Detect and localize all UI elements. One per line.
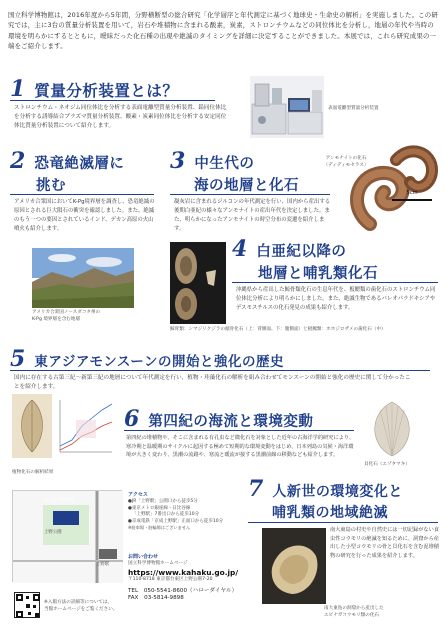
shell-fossil-photo <box>366 398 418 460</box>
section-3-title-line2: 海の地層と化石 <box>194 178 299 194</box>
access-info <box>128 492 258 531</box>
inquiry-block <box>128 554 268 601</box>
scale-bar <box>392 190 432 201</box>
section-5-heading <box>10 346 430 372</box>
whale-skull-illustration <box>170 242 226 324</box>
mass-spectrometer-illustration <box>250 76 324 138</box>
kpg-boundary-photo <box>32 248 134 308</box>
section-5-rule <box>10 370 430 371</box>
section-7-body: 南大東島の村史や自然史には一切記録がない食虫性コウモリの絶滅を知るために、洞窟から産出した小型コウモリの骨と貝化石を含む泥堆積物の研究を行った成果を紹介します。 <box>330 527 439 559</box>
kpg-photo-caption <box>32 310 142 323</box>
access-item: ●東京メトロ銀座線・日比谷線 <box>128 505 191 511</box>
bat-caption-line1: 南大東島の洞窟から産出した <box>324 606 384 611</box>
map-park-label: 上野公園 <box>44 530 62 535</box>
visit-note <box>44 600 134 613</box>
ammonite-illustration <box>340 140 440 232</box>
section-1-rule <box>10 100 215 101</box>
mass-spectrometer-caption: 表面電離型質量分析装置 <box>328 106 379 111</box>
inquiry-heading: お問い合わせ <box>128 554 159 560</box>
whale-skull-photos <box>170 242 226 324</box>
access-item: 「上野駅」7番出口から徒歩10分 <box>132 512 200 518</box>
qr-code[interactable] <box>14 592 40 618</box>
section-6-title: 第四紀の海流と環境変動 <box>148 414 314 430</box>
inquiry-museum: 国立科学博物館ホームページ <box>128 561 188 567</box>
access-map-graphic <box>13 491 123 583</box>
mass-spectrometer-photo <box>250 76 324 138</box>
access-item: ●京成電鉄「京成上野駅」正面口から徒歩10分 <box>128 518 224 524</box>
plant-chart-caption: 植物化石の解析結果 <box>12 470 54 475</box>
section-4-title-line1: 白亜紀以降の <box>256 244 347 260</box>
section-2-heading <box>10 148 170 174</box>
section-5-number: 5 <box>10 346 26 372</box>
access-item: ●JR「上野駅」公園口から徒歩5分 <box>128 499 198 505</box>
section-1-heading <box>10 76 230 102</box>
bat-photo-caption <box>324 606 442 619</box>
inquiry-fax-row <box>128 595 268 601</box>
section-2-title-line2: 挑む <box>36 178 66 194</box>
fax-number: 03-5814-9898 <box>144 594 184 601</box>
section-4-heading <box>232 236 442 262</box>
kpg-landscape-illustration <box>32 248 134 308</box>
visit-note-line1: ※入館方法の詳細等については、 <box>44 600 113 605</box>
tel-label: TEL <box>128 587 139 594</box>
shell-fossil-illustration <box>366 398 418 460</box>
ammonite-caption <box>316 156 376 169</box>
section-2-rule <box>10 194 154 195</box>
leaf-fossil-photo <box>12 394 52 458</box>
section-5-body: 国内に存在する古第三紀～新第三紀の地層について年代測定を行い，植物・珪藻化石の解析を組み合わせてモンスーンの開始と強化の歴史に関して分かったことを紹介します。 <box>14 375 411 391</box>
plant-fossil-chart-graphic <box>54 396 116 458</box>
section-7-title-line2: 哺乳類の地域絶滅 <box>272 505 388 521</box>
section-7-heading <box>248 476 443 502</box>
inquiry-address: 〒110-8718 東京都台東区上野公園7-20 <box>128 576 213 582</box>
section-6-rule <box>124 430 354 431</box>
bat-caption-line2: エビナガコウモリ類の化石 <box>324 612 380 618</box>
whale-photo-caption: 鯨骨類：シマジリクジラの頭骨化石（上：背側面、下：腹側面）と板鰓類：ホホジロザメの歯化石（中） <box>170 327 386 332</box>
qr-code-icon <box>15 593 41 619</box>
shell-fossil-caption: 貝化石（エゾタマキ） <box>364 462 410 467</box>
section-3-heading <box>170 148 320 174</box>
section-2-body: アメリカ合衆国においてK-Pg境界層を調査し、恐竜絶滅の原因とされる巨大隕石の衝突を確認しました。また、絶滅のもう一つの要因とされているインド、デカン高原の火山噴火も紹介します。 <box>14 199 155 232</box>
ammonite-photo <box>340 140 440 232</box>
access-item: ※駐車場・駐輪場はございません <box>128 525 191 531</box>
kpg-caption-line1: アメリカ合衆国ノースダコタ州の <box>32 310 101 315</box>
section-1-title: 質量分析装置とは？ <box>34 82 179 100</box>
ammonite-caption-line2: （ディディモセラス） <box>323 162 369 168</box>
section-3-number: 3 <box>170 148 186 174</box>
section-6-body: 第四紀の堆積物や、そこに含まれる有孔虫など微化石を対象とした近年の古海洋学的研究により、寒冷期と温暖期のサイクルに起因する極めて短期的な環境変動をはじめ、日本列島の気候・海洋環境が大きく変わり、黒潮の流路や、寒流と暖流が接する黒潮前線の移動なども紹介します。 <box>126 435 355 459</box>
section-1-number: 1 <box>10 76 26 102</box>
section-4-rule <box>232 282 438 283</box>
museum-url-link[interactable]: https://www.kahaku.go.jp/ <box>128 567 239 577</box>
scale-bar-label: 5cm <box>406 190 418 196</box>
section-7-rule <box>248 522 438 523</box>
visit-note-line2: 当館ホームページをご覧ください。 <box>44 606 118 612</box>
section-7-title-line1: 人新世の環境変化と <box>272 484 403 500</box>
fax-label: FAX <box>128 594 139 601</box>
map-station-label: 上野駅 <box>96 562 110 567</box>
intro-paragraph: 国立科学博物館は，2016年度から5年間，分野横断型の総合研究「化学層序と年代測定に基づく地球史・生命史の解析」を実施しました。この研究では，主に3台の質量分析装置を用いて，岩石や堆積物に含まれる酸素，炭素，ストロンチウムなどの同位体比を分析し，地層の年代や当時の環境を明らかにするとともに，曖昧だった化石種の出現や絶滅のタイミングを詳細に決定することができました。本展では，これら研究成果の一端をご紹介します。 <box>8 11 438 51</box>
section-5-title: 東アジアモンスーンの開始と強化の歴史 <box>34 354 284 370</box>
bat-fossil-illustration <box>262 528 326 604</box>
section-1-body: ストロンチウム・ネオジム同位体比を分析する表面電離型質量分析装置、鉛同位体比を分析する誘導結合プラズマ質量分析装置、酸素・炭素同位体比を分析する安定同位体比質量分析装置について紹介します。 <box>14 105 227 130</box>
scale-bar-line <box>392 199 432 201</box>
section-2-title-line1: 恐竜絶滅層に <box>34 156 125 172</box>
access-heading: アクセス <box>128 492 148 498</box>
section-7-number: 7 <box>248 476 264 502</box>
section-4-number: 4 <box>232 236 248 262</box>
section-6-number: 6 <box>124 406 140 432</box>
inquiry-tel-row <box>128 586 268 594</box>
section-4-title-line2: 地層と哺乳類化石 <box>258 266 378 282</box>
section-3-title-line1: 中生代の <box>194 156 255 172</box>
tel-number: 050-5541-8600（ハローダイヤル） <box>143 587 238 594</box>
section-6-heading <box>124 406 384 432</box>
section-3-body: 凝灰岩に含まれるジルコンの年代測定を行い、国内から産出する後期白亜紀の様々なアンモナイトの産出年代を決定しました。また、明らかになったアンモナイトの時空分布の変遷を紹介します。 <box>174 199 331 232</box>
leaf-fossil-illustration <box>12 394 52 458</box>
bat-fossil-photo <box>262 528 326 604</box>
section-2-number: 2 <box>10 148 26 174</box>
ammonite-caption-line1: アンモナイトの化石 <box>325 156 367 161</box>
plant-fossil-chart <box>54 396 116 458</box>
section-4-body: 沖縄県から産出した鯨骨類化石の生息年代を、板鰓類の歯化石のストロンチウム同位体比分析により明らかにしました。また、絶滅生物であるパレオパラドキシアやデスモスチルスの化石発見の成果も紹介します。 <box>236 287 436 311</box>
kpg-caption-line2: K-Pg 境界層を含む地層 <box>32 316 81 322</box>
map-museum-label: 国立科学博物館 <box>44 497 74 502</box>
section-3-rule <box>170 194 330 195</box>
